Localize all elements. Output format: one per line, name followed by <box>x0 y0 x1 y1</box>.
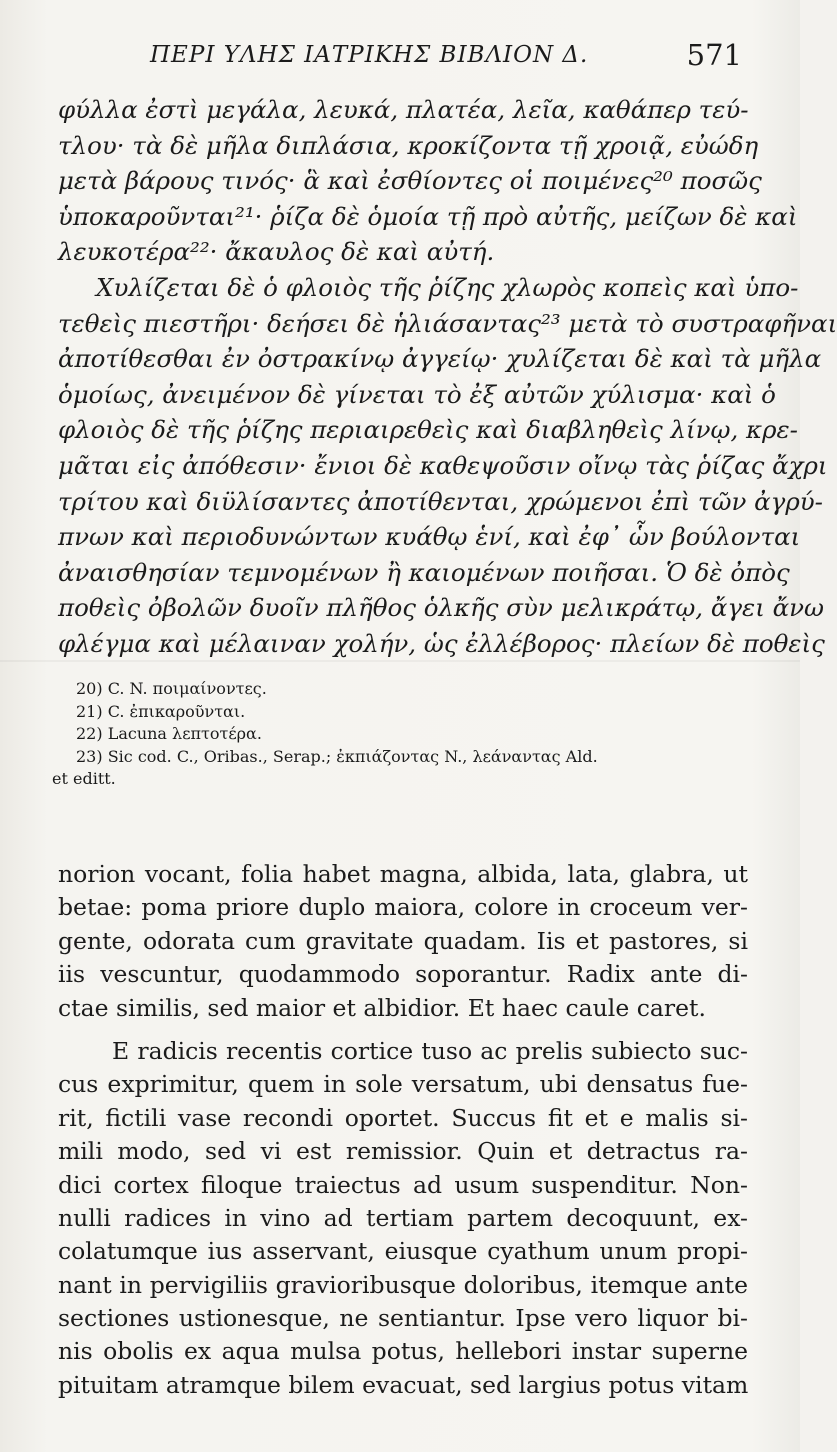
latin-line: nulli radices in vino ad tertiam partem decoquunt, ex- <box>58 1203 748 1232</box>
greek-line: φλέγμα καὶ μέλαιναν χολήν, ὡς ἐλλέβορος· πλείων δὲ ποθεὶς <box>58 628 825 658</box>
latin-line: iis vescuntur, quodammodo soporantur. Radix ante di- <box>58 960 748 989</box>
latin-line: gente, odorata cum gravitate quadam. Iis et pastores, si <box>58 926 748 955</box>
greek-line: μᾶται εἰς ἀπόθεσιν· ἔνιοι δὲ καθεψοῦσιν οἴνῳ τὰς ῥίζας ἄχρι <box>58 450 828 480</box>
greek-text <box>58 92 837 662</box>
greek-line: τρίτου καὶ διϋλίσαντες ἀποτίθενται, χρώμενοι ἐπὶ τῶν ἀγρύ- <box>58 486 823 516</box>
greek-line: πνων καὶ περιοδυνώντων κυάθῳ ἑνί, καὶ ἐφ᾽ ὧν βούλονται <box>58 522 801 552</box>
greek-line: τεθεὶς πιεστῆρι· δεήσει δὲ ἡλιάσαντας²³ μετὰ τὸ συστραφῆναι <box>58 308 837 338</box>
greek-line: ὁμοίως, ἀνειμένον δὲ γίνεται τὸ ἐξ αὐτῶν χύλισμα· καὶ ὁ <box>58 379 776 409</box>
footnote: 20) C. N. ποιμαίνοντες. <box>76 679 267 698</box>
greek-line: Χυλίζεται δὲ ὁ φλοιὸς τῆς ῥίζης χλωρὸς κοπεὶς καὶ ὑπο- <box>96 272 799 302</box>
greek-line: φλοιὸς δὲ τῆς ῥίζης περιαιρεθεὶς καὶ διαβληθεὶς λίνῳ, κρε- <box>58 415 798 445</box>
running-title: ΠΕΡΙ ΥΛΗΣ ΙΑΤΡΙΚΗΣ ΒΙΒΛΙΟΝ Δ. <box>150 42 589 68</box>
latin-line: betae: poma priore duplo maiora, colore in croceum ver- <box>58 893 748 922</box>
latin-line: nis obolis ex aqua mulsa potus, hellebori instar superne <box>58 1337 748 1366</box>
latin-line: dici cortex filoque traiectus ad usum suspenditur. Non- <box>58 1170 748 1199</box>
greek-line: λευκοτέρα²²· ἄκαυλος δὲ καὶ αὐτή. <box>58 237 495 267</box>
footnote-continuation: et editt. <box>52 769 116 788</box>
latin-line: nant in pervigiliis gravioribusque doloribus, itemque ante <box>58 1270 748 1299</box>
greek-line: ποθεὶς ὀβολῶν δυοῖν πλῆθος ὁλκῆς σὺν μελικράτῳ, ἄγει ἄνω <box>58 593 825 623</box>
page-header <box>150 34 750 74</box>
latin-line: pituitam atramque bilem evacuat, sed largius potus vitam <box>58 1370 749 1399</box>
latin-line: sectiones ustionesque, ne sentiantur. Ipse vero liquor bi- <box>58 1304 748 1333</box>
greek-line: τλου· τὰ δὲ μῆλα διπλάσια, κροκίζοντα τῇ χροιᾷ, εὐώδη <box>58 130 759 160</box>
greek-line: ἀναισθησίαν τεμνομένων ἢ καιομένων ποιῆσαι. Ὁ δὲ ὀπὸς <box>58 557 790 587</box>
latin-line: rit, fictili vase recondi oportet. Succus fit et e malis si- <box>58 1103 748 1132</box>
greek-line: ὑποκαροῦνται²¹· ῥίζα δὲ ὁμοία τῇ πρὸ αὐτῆς, μείζων δὲ καὶ <box>58 201 798 231</box>
latin-line: cus exprimitur, quem in sole versatum, ubi densatus fue- <box>58 1070 748 1099</box>
footnote: 23) Sic cod. C., Oribas., Serap.; ἐκπιάζοντας N., λεάναντας Ald. <box>76 746 598 766</box>
latin-line: norion vocant, folia habet magna, albida, lata, glabra, ut <box>58 860 748 888</box>
page-number: 571 <box>686 38 742 72</box>
latin-translation <box>58 858 748 1402</box>
latin-line: ctae similis, sed maior et albidior. Et haec caule caret. <box>58 993 706 1022</box>
latin-line: mili modo, sed vi est remissior. Quin et detractus ra- <box>58 1137 748 1166</box>
latin-line: E radicis recentis cortice tuso ac prelis subiecto suc- <box>112 1036 748 1065</box>
footnote: 22) Lacuna λεπτοτέρα. <box>76 724 262 743</box>
footnote: 21) C. ἐπικαροῦνται. <box>76 701 246 721</box>
greek-line: μετὰ βάρους τινός· ἃ καὶ ἐσθίοντες οἱ ποιμένες²⁰ ποσῶς <box>58 166 762 196</box>
greek-line: ἀποτίθεσθαι ἐν ὀστρακίνῳ ἀγγείῳ· χυλίζεται δὲ καὶ τὰ μῆλα <box>58 344 822 374</box>
greek-line: φύλλα ἐστὶ μεγάλα, λευκά, πλατέα, λεῖα, καθάπερ τεύ- <box>58 95 749 124</box>
latin-line: colatumque ius asservant, eiusque cyathum unum propi- <box>58 1237 748 1266</box>
footnotes <box>52 678 752 791</box>
